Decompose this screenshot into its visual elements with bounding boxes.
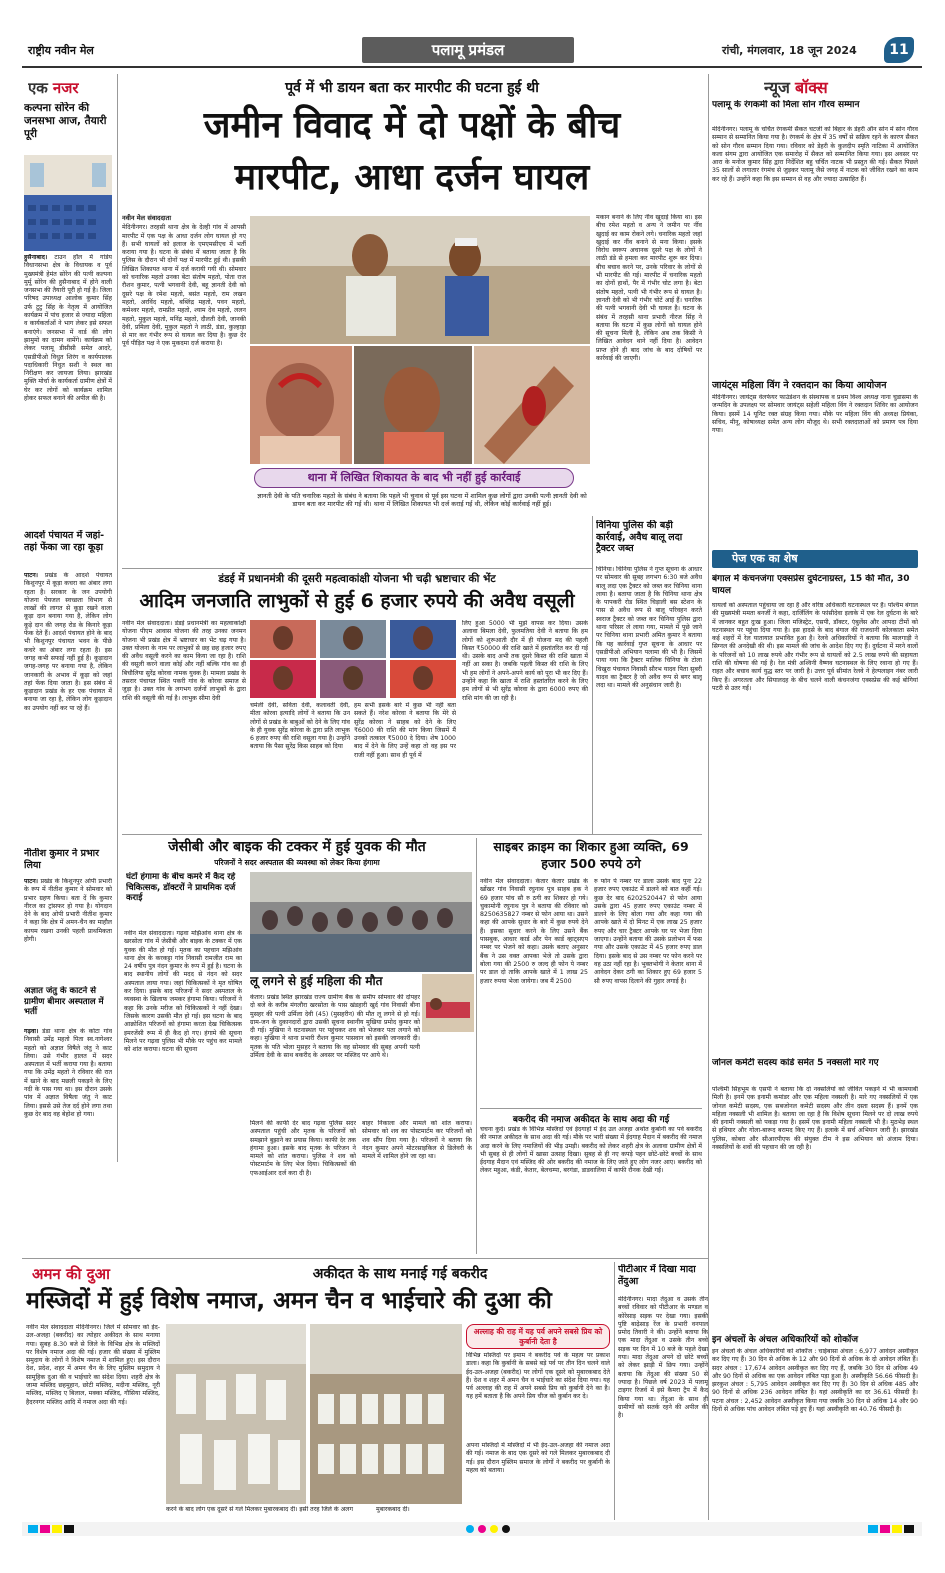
injured-boy-photo <box>354 346 472 464</box>
news-box-s1-title: पलामू के रंगकर्मी को मिला सोन गौरव सम्मान <box>712 100 860 110</box>
news-box-s2-body: मेदिनीनगर। जायंट्स वेलफेयर फाउंडेशन के संस्थापक व प्रथम विश्व अध्यक्ष नाना चुडासमा के जन्मदिन के उपलक्ष्य पर सोमवार जायंट्स सहेली महिला विंग ने रक्तदान शिविर का आयोजन किया। इसमें 14 यूनिट रक्त संग्रह किया गया। मौके पर महिला विंग की अध्यक्ष प्रियंका, सचिव, मीनू, कोषाध्यक्ष समेत अन्य लोग मौजूद थे। सभी रक्तदाताओं को प्रमाण पत्र दिया गया। <box>712 394 918 435</box>
left-s2-body <box>24 572 112 844</box>
left-s3-dateline: पाटन। <box>24 878 39 885</box>
right-s2-title: जोनल कमेटी सदस्य कांडे समेत 5 नक्सली मारे गए <box>712 1058 879 1068</box>
aman-headline: मस्जिदों में हुई विशेष नमाज, अमन चैन व भाईचारे की दुआ की <box>26 1288 552 1314</box>
main-headline-1 <box>122 100 702 212</box>
ek-nazar-word2: नजर <box>52 79 79 97</box>
right-s1-body: घायलों को अस्पताल पहुंचाया जा रहा है और वरिष्ठ अधिकारी घटनास्थल पर हैं। पश्चिम बंगाल की मुख्यमंत्री ममता बनर्जी ने कहा, दार्जिलिंग के फांसीदेवा इलाके में एक रेल दुर्घटना के बारे में जानकर बहुत दुःख हुआ। जिला मजिस्ट्रेट, एसपी, डॉक्टर, एंबुलेंस और आपदा टीमों को घटनास्थल पर पहुंचा दिया गया है। इस हादसे के बाद बंगाल की राजधानी कोलकाता समेत कई शहरों में रेल यातायात प्रभावित हुआ है। रेलवे अधिकारियों ने बताया कि मालगाड़ी ने सिग्नल की अनदेखी की थी। इस मामले की जांच के आदेश दिए गए हैं। दुर्घटना में मरने वालों के परिजनों को 10 लाख रुपये और गंभीर रूप से घायलों को 2.5 लाख रुपये की सहायता राशि की घोषणा की गई है। रेल मंत्री अश्विनी वैष्णव घटनास्थल के लिए रवाना हो गए हैं। राहत और बचाव कार्य युद्ध स्तर पर जारी है। उत्तर पूर्व सीमांत रेलवे ने हेल्पलाइन नंबर जारी किए हैं। अगरतला और सियालदह के बीच चलने वाली कंचनजंगा एक्सप्रेस की कई बोगियां पटरी से उतर गईं। <box>712 602 918 692</box>
story3-col2: मिलने की काफी देर बाद गढ़वा पुलिस सदर अस्पताल पहुंची और मृतक के परिजनों को समझाने बुझाने का प्रयास किया। काफी देर तक हंगामा हुआ। इसके बाद मृतक के परिजन ने मामले को शांत कराया। पुलिस ने शव को पोस्टमार्टम के लिए भेज दिया। चिकित्सकों की एफआईआर दर्ज करा दी है। <box>250 1120 356 1177</box>
story2-divider <box>122 834 702 835</box>
story3-subhead: परिजनों ने सदर अस्पताल की व्यवस्था को लेकर किया हंगामा <box>214 858 380 867</box>
story2-col2 <box>250 702 350 830</box>
section-banner <box>362 37 574 63</box>
lu-body: केतार। प्रखंड स्थित झारखंड राज्य ग्रामीण बैंक के समीप सोमवार की दोपहर दो बजे के करीब मंगलौरा खरसोता के पास खंडहारी खुर्द गांव निवासी बीना मुसहर की पत्नी उर्मिला देवी (45) (मुसहरीन) की मौत लू लगने से हो गई। ग्राम-जन के दुकानदारों द्वारा उसकी सूचना स्थानीय मुखिया प्रमोद कुमार को दी गई। मुखिया ने घटनास्थल पर पहुंचकर शव को भेजकर पता लगाने को कहा। मुखिया ने थाना प्रभारी रौशन कुमार पासवान को इसकी जानकारी दी। मृतक के पति भोला मुसहर ने बताया कि वह सोमवार की सुबह अपनी पत्नी उर्मिला देवी के साथ बकरीद के अवसर पर मस्जिद पर आये थे। <box>250 994 420 1060</box>
left-s2-dateline: पाटन। <box>24 572 39 579</box>
hospital-crowd-photo <box>250 872 472 972</box>
namaz-photo-2 <box>310 1324 462 1504</box>
story2-col2-text: चमेली देवी, सविता देवी, कलावती देवी, मीता कोरवा इत्यादि लोगों ने बताया कि उन लोगों से प्रखंड के बाबुओं को देने के लिए गांव के ही युवक सुरेंद्र कोरवा के द्वारा प्रति लाभुक 6 हजार रुपए की राशि वसूला गया है। उन्होंने बताया कि पैसा सुरेंद्र किस साहब को दिया <box>250 702 350 751</box>
aman-quote-box <box>466 1324 610 1512</box>
story3-divider <box>22 1258 708 1259</box>
injured-woman-photo <box>250 346 352 464</box>
aman-caption-1: करने के बाद लोग एक दूसरे से गले मिलकर मुबारकबाद दी। इसी तरह जिले के अलग <box>166 1506 353 1513</box>
left-s4-text: डंडा थाना क्षेत्र के कोटा गांव निवासी उमेंद्र महतो पिता स्व.नागेश्वर महतो को अज्ञात विषैले जंतु ने काट लिया। उसे गंभीर हालत में सदर अस्पताल में भर्ती कराया गया है। बताया गया कि उमेंद्र महतो ने रविवार की रात में खाने के बाद मछली पकड़ने के लिए नदी के पास गया था। इस दौरान उसके पांव में अज्ञात विषैला जंतु ने काट लिया। इससे उसे तेज दर्द होने लगा तथा कुछ देर बाद वह बेहोश हो गया। <box>24 1028 112 1118</box>
bakrid-small-headline: बकरीद की नमाज अकीदत के साथ अदा की गई <box>512 1115 670 1125</box>
left-s1-body <box>24 254 112 524</box>
story1-left-col <box>122 214 246 570</box>
left-s4-dateline: गढ़वा। <box>24 1028 39 1035</box>
pti-rule <box>614 1262 615 1520</box>
section-title: पलामू प्रमंडल <box>431 41 505 59</box>
masthead-rule <box>22 66 922 68</box>
left-s2-text: प्रखंड के आदर्श पंचायत किशुनपुर में कूड़ा कचरा का अंबार लगा रहता है। सरकार के जन उपयोगी योजना पेयजल स्वच्छता विभाग से लाखों की लागत से कूड़ा रखने वाला कूड़ा दान बनाया गया है, लेकिन लोग कूड़े दान की जगह रोड के किनारे कूड़ा फेंक देते हैं। आदर्श पंचायत होने के बाद भी किशुनपुर पंचायत भवन के पीछे कचरे का अंबार लगा रहता है। इस जगह कभी सफाई नहीं हुई है। कूड़ादान जगह-जगह पर बनाया गया है, लेकिन जानकारी के अभाव में कूड़ा को जहां तहां फेंक दिया जाता है। इस संबंध में कूड़ादान प्रखंड के हर एक पंचायत में बनाया जा रहा है, लेकिन लोग कूड़ादान का उपयोग नहीं कर पा रहे हैं। <box>24 572 112 712</box>
page-number-badge <box>884 37 914 63</box>
main-headline-1-line2: मारपीट, आधा दर्जन घायल <box>234 157 590 198</box>
vinia-body: चिनिया। चिनिया पुलिस ने गुप्त सूचना के आधार पर सोमवार की सुबह लगभग 6:30 बजे अवैध बालू लदा एक ट्रैक्टर को जब्त कर चिनिया थाना लाया है। बताया जाता है कि चिनिया थाना क्षेत्र के पापकरी रोड स्थित चिड़ाली बस स्टेशन के पास से अवैध रूप से बालू परिवहन करते स्वराज ट्रैक्टर को जब्त कर चिनिया पुलिस द्वारा थाना परिसर ले लाया गया, मामले में पूछे जाने पर चिनिया थाना प्रभारी अमित कुमार ने बताया कि यह कार्रवाई गुप्त सूचना के आधार पर एसडीपीओ अभियान पलामा की भी है। जिसमें पाया गया कि ट्रैक्टर मालिक चिनिया के टोला चिखुरा पंचायत निवासी सौरभ यादव पिता सुबरी यादव का ट्रैक्टर है जो अवैध रूप से बगर बालू लदा था। मामले की अनुसंधान जारी है। <box>596 566 702 690</box>
right-col-rule <box>708 74 709 1520</box>
right-s3-body: इन अंचलों के अंचल अधिकारियों को शोकॉज : चाईबासा अंचल : 6,977 आवेदन अस्वीकृत कर दिए गए हैं। 30 दिन से अधिक के 12 और 90 दिनों से अधिक के दो आवेदन लंबित हैं। सदर अंचल : 17,674 आवेदन अस्वीकृत कर दिए गए हैं, जबकि 30 दिन से अधिक 49 और 90 दिनों से अधिक का एक आवेदन लंबित पड़ा हुआ है। अस्वीकृति 56.66 फीसदी है। झरकुश अंचल : 5,795 आवेदन अस्वीकृत कर दिए गए हैं। 30 दिन से अधिक 485 और 90 दिनों से अधिक 236 आवेदन लंबित है। यहां अस्वीकृति का दर 36.61 फीसदी है। पटना अंचल : 2,452 आवेदन अस्वीकृत किया गया जबकि 30 दिन से अधिक 14 और 90 दिनों से अधिक पांच आवेदन लंबित पड़े हुए हैं। यहां अस्वीकृति का 40.76 फीसदी है। <box>712 1348 918 1414</box>
aman-quote-head: अल्लाह की राह में यह पर्व अपने सबसे प्रिय को कुर्बानी देता है <box>466 1324 610 1349</box>
aman-quote-body: विभिन्न मस्जिदों पर इमाम ने बकरीद पर्व के महत्व पर प्रकाश डाला। कहा कि कुर्बानी के सबसे बड़े पर्व पर तीन दिन चलने वाले ईद-उल-अजहा (बकरीद) पर लोगों एक दूसरे को मुबारकबाद देते हैं। देश व शहर में अमन चैन व भाईचारे का संदेश दिया गया। यह पर्व अल्लाह की राह में अपने सबसे प्रिय को कुर्बानी देने का है। यह हमें बताता है कि अपने प्रिय चीज को कुर्बान कर दे। <box>466 1352 610 1401</box>
vinia-rule <box>592 516 593 834</box>
brand-name: राष्ट्रीय नवीन मेल <box>28 44 94 57</box>
news-box-s2-title: जायंट्स महिला विंग ने रक्तदान का किया आयोजन <box>712 380 887 391</box>
story2-col3 <box>354 702 456 830</box>
story1-banner-body: ज्ञानती देवी के पति चनारिक महतो के संबंध ने बताया कि पहले भी चुनाव से पूर्व इस घटना में शामिल कुछ लोगों द्वारा उनकी पत्नी ज्ञानती देवी को डायन बता कर मारपीट की गई थी। थाना में लिखित शिकायत भी दर्ज कराई गई थी, लेकिन कोई कार्रवाई नहीं हुई। <box>257 492 587 509</box>
story3-col3: बाहर निकाला और मामले को शांत कराया। सोमवार को शव का पोस्टमार्टम कर परिजनों को शव सौंप दिया गया है। परिजनों ने बताया कि नंदन कुमार अपने मोटरसाइकिल से डिलेवरी के मामले में शामिल होने जा रहा था। <box>362 1120 472 1161</box>
aman-caption-2: मुबारकबाद दी। <box>376 1506 410 1513</box>
bakrid-small-body: चचना कुर्द। प्रखंड के विभिन्न मस्जिदों एवं ईदगाहों में ईद उल अजहा अर्थात कुर्बानी का पर्व बकरीद की नमाज अकीदत के साथ अदा की गई। मौके पर भारी संख्या में ईदगाह मैदान में बकरीद की नमाज अदा करने के लिए नमाजियों की भीड़ उमड़ी। बकरीद को लेकर शहरी क्षेत्र के अलावा ग्रामीण क्षेत्रों में भी सुबह से ही लोगों में खासा उत्साह दिखा। सुबह से ही नए कपड़े पहन छोटे-छोटे बच्चों के साथ ईदगाह मैदान एवं मस्जिद की ओर बकरीद की नमाज के लिए जाते हुए लोग नजर आए। बकरीद को लेकर महुआ, कंडी, केतार, बेलचम्पा, बरगंडा, डाडवालिया में काफी रौनक देखी गई। <box>480 1126 702 1175</box>
left-s4-body <box>24 1028 112 1158</box>
story1-right-text: मकान बनाने के लिए नींव खुदाई किया था। इस बीच रमेश महतो व अन्य ने जमीन पर नींव खुदाई का काम रोकने लगे। चनारिक महतो जहां खुदाई कर नींव बनाने से मना किया। इसके विरोध स्वरूप अचानक दूसरे पक्ष के लोगों ने लाठी डंडे से हमला कर मारपीट शुरू कर दिया। बीच बचाव करने पर, उनके परिवार के लोगों से भी मारपीट की गई। मारपीट में चनारिक महतो का दोनों हाथों, पैर में गंभीर चोट लगा है। बेटा संतोष महतो, पत्नी भी गंभीर रूप से घायल है। ज्ञानती देवी को भी गंभीर चोटें आई हैं। चनारिक की पत्नी भगवानी देवी भी घायल है। घटना के संबंध में तरहसी थाना प्रभारी नीरज सिंह ने बताया कि घटना में कुछ लोगों को घायल होने की सूचना मिली है, लेकिन अब तक किसी ने लिखित आवेदन थाने नहीं दिया है। आवेदन प्राप्त होने ही बाद जांच के बाद दोषियों पर कार्रवाई की जाएगी। <box>596 214 702 363</box>
page-one-remainder-label: पेज एक का शेष <box>732 552 798 565</box>
story2-col4 <box>462 620 588 830</box>
right-s1-title: बंगाल में कंचनजंगा एक्सप्रेस दुर्घटनाग्रस्त, 15 की मौत, 30 घायल <box>712 574 910 596</box>
news-box-label <box>764 76 894 98</box>
aman-kicker: अकीदत के साथ मनाई गई बकरीद <box>312 1266 488 1282</box>
page-one-remainder-bar <box>712 550 918 568</box>
story3-col1: नवीन मेल संवाददाता। गढ़वा मझिआंव थाना क्षेत्र के खरसोता गांव में जेसीबी और बाइक के टक्कर में एक युवक की मौत हो गई। मृतक का पहचान मझिआंव थाना क्षेत्र के करकट्टा गांव निवासी रामजीत राम का 24 वर्षीय पुत्र नंदन कुमार के रूप में हुई है। घटना के बाद स्थानीय लोगों की मदद से नंदन को सदर अस्पताल लाया गया। जहां चिकित्सकों ने मृत घोषित कर दिया। इसके बाद परिजनों ने सदर अस्पताल के व्यवस्था के खिलाफ जमकर हंगामा किया। परिजनों ने कहा कि उनके मरीज को चिकित्सकों ने नहीं देखा। जिसके कारण उसकी मौत हो गई। इस घटना के बाद आक्रोशित परिजनों को हंगामा करता देख चिकित्सक इमरजेंसी रूम में ही कैद हो गए। हंगामे की सूचना मिलने पर गढ़वा पुलिस भी मौके पर पहुंच कर मामले को शांत कराया। घटना की सूचना <box>124 930 242 1054</box>
story2-kicker: डंडई में प्रधानमंत्री की दूसरी महत्वाकांक्षी योजना भी चढ़ी भ्रष्टाचार की भेंट <box>218 573 496 585</box>
injured-arm-photo <box>474 346 590 464</box>
namaz-photo-1 <box>166 1324 306 1504</box>
right-s2-body: पश्चिमी सिंहभूम के एसपी ने बताया कि दो नक्सलियों को जीवित पकड़ने में भी कामयाबी मिली है। इनमें एक इनामी कमांडर और एक महिला नक्सली है। मारे गए नक्सलियों में एक जोनल कमेटी सदस्य, एक सबजोनल कमेटी सदस्य और तीन दस्ता सदस्य हैं। इनमें एक महिला नक्सली भी शामिल है। बताया जा रहा है कि विशेष सूचना मिलने पर दो लाख रुपये की इनामी नक्सली को पकड़ा गया है। इसमें एक इनामी महिला नक्सली भी है। मुठभेड़ स्थल से हथियार और गोला-बारूद बरामद किए गए हैं। इलाके में सर्च अभियान जारी है। झारखंड पुलिस, कोबरा और सीआरपीएफ की संयुक्त टीम ने इस अभियान को अंजाम दिया। नक्सलियों के शवों की पहचान की जा रही है। <box>712 1086 918 1152</box>
lu-headline: लू लगने से हुई महिला की मौत <box>250 974 383 988</box>
dateline: रांची, मंगलवार, 18 जून 2024 <box>722 44 857 57</box>
right-s3-title: इन अंचलों के अंचल अधिकारियों को शोकॉज <box>712 1335 859 1345</box>
left-s1-text: टाउन हॉल में गांडेय विधानसभा क्षेत्र के विधायक व पूर्व मुख्यमंत्री हेमंत सोरेन की पत्नी कल्पना मुर्मू सोरेन की हुसैनाबाद में होने वाली जनसभा की तैयारी पूरी हो गई है। जिला परिषद उपाध्यक्ष आलोक कुमार सिंह उर्फ टुटु सिंह के नेतृत्व में आयोजित कार्यक्रम में पांच हजार से ज्यादा महिला व कार्यकर्ताओं ने भाग लेकर इसे सफल बनाएंगे। जनसभा में वार्ड की लोग झामुमो का दामन थामेंगे। कार्यक्रम को लेकर पलामू डीसीसी समेत आदरे, एसडीपीओ विधुत शिरंग व कार्यपालक पदाधिकारी निधुत सशी ने स्थल का निरीक्षण कर जायजा लिया। झारखंड मुक्ति मोर्चा के कार्यकर्ता ग्रामीण क्षेत्रों में घेर कर लोगों को कार्यक्रम शामिल होकर सफल बनाने की अपील की है। <box>24 254 112 403</box>
left-s1-dateline: हुसैनाबाद। <box>24 254 48 261</box>
story2-col4-text: लिए हुआ 5000 भी मुझे वापस कर दिया। उसके अलावा बिमला देवी, फुलमतिया देवी ने बताया कि हम लोगों को शुरूआती दौर में ही योजना मद की पहली किस्त ₹50000 की राशि खाते में हस्तांतरित कर दी गई थी। उसके बाद अभी तक दूसरे किस्त की राशि खाता में नहीं आ सका है। जबकि पहली किस्त की राशि के लिए भी हम लोगों ने अपने-अपने कार्य को पूरा भी कर दिए हैं। उन्होंने कहा कि खाता में राशि हस्तांतरित करने के लिए हम लोगों से भी सुरेंद्र कोरवा के द्वारा 6000 रुपए की राशि मांग की जा रही है। <box>462 620 588 702</box>
news-box-label-b: बॉक्स <box>794 78 828 97</box>
cyber-col2: रु फोन पे नम्बर पर डाला उसके बाद पुनः 22 हजार रुपए एकाउंट में डालने को बात कहीं गई। कुछ देर बाद 6202520447 से फोन आया उसके द्वारा 45 हजार रुपए एकाउंट नम्बर में डालने के लिए बोला गया और कहा गया की आपके खाते में दो मिनट में एक लाख 25 हजार रुपए और चार ट्रैक्टर आपके घर पर भेजा दिया जाएगा। उन्होंने बताया की उसके प्रलोभन में फस गया और उसके एकाउंट में 45 हजार रुपए डाल दिया। इसके बाद से उस नम्बर पर फोन करने पर वह उठा नहीं रहा है। भुक्तभोगी ने केतार थाना में आवेदन देकर ठगी का शिकार हुए 69 हजार 5 सौ रुपए वापस दिलाने की गुहार लगाई है। <box>594 878 702 985</box>
masthead <box>22 35 922 65</box>
left-s2-title: आदर्श पंचायत में जहां-तहां फेंका जा रहा कूड़ा <box>24 530 105 553</box>
story1-divider <box>122 568 592 569</box>
story2-col1 <box>122 620 246 830</box>
cyber-headline: साइबर क्राइम का शिकार हुआ व्यक्ति, 69 हजार 500 रुपये ठगे <box>493 839 689 871</box>
news-box-label-a: न्यूज <box>764 78 790 97</box>
pti-headline: पीटीआर में दिखा मादा तेंदुआ <box>618 1264 696 1287</box>
pti-body: मेदिनीनगर। मादा तेंदुआ व उसके तीन बच्चों रविवार को पीटीआर के मण्डल व कोरेसाड़ सड़क पर देखा गया। इसकी पुष्टि बाढ़ेसाड़ रेंज के प्रभारी वनपाल प्रमोद तिवारी ने की। उन्होंने बताया कि एक मादा तेंदुआ व उसके तीन बच्चे सड़क पर दिन में 10 बजे के पहले देखा गया। मादा तेंदुआ अपने दो छोटे बच्चों को लेकर झाड़ी में छिप गया। उन्होंने बताया कि तेंदुआ की संख्या 50 से ज्यादा है। पिछले वर्ष 2023 में पलामू टाइगर रिजर्व में इसे कैमरा ट्रैप में कैद किया गया था। तेंदुआ के साथ ही ग्रामीणों को सतर्क रहने की अपील की है। <box>618 1296 708 1420</box>
left-s1-title: कल्पना सोरेन की जनसभा आज, तैयारी पूरी <box>24 102 107 140</box>
aman-label: अमन की दुआ <box>32 1265 110 1283</box>
left-col-rule <box>117 74 118 1162</box>
story3-headline: जेसीबी और बाइक की टक्कर में हुई युवक की मौत <box>168 839 426 855</box>
left-s3-title: नीतीश कुमार ने प्रभार लिया <box>24 848 100 871</box>
town-hall-photo <box>24 155 112 251</box>
lu-victim-photo <box>422 974 474 1032</box>
story3-box-title: घंटों हंगामा के बीच कमरे में कैद रहे चिकित्सक, डॉक्टरों ने प्राथमिक दर्ज कराई <box>126 872 236 903</box>
story2-col3-text: हम सभी इसके बारे में कुछ भी नहीं बता सकते हैं। नरेश कोरवा ने बताया कि मेरे से सुरेंद्र कोरवा ने साहब को देने के लिए ₹6000 की राशि की मांग किया जिसमें मैं उनको तत्काल ₹5000 दे दिया। शेष 1000 बाद में देने के लिए उन्हें कहा तो वह इस पर राजी नहीं हुआ। साथ ही पूर्व में <box>354 702 456 759</box>
ek-nazar-label <box>28 78 108 98</box>
vinia-headline: विनिया पुलिस की बड़ी कार्रवाई, अवैध बालू लदा ट्रैक्टर जब्त <box>596 520 683 554</box>
left-s3-text: प्रखंड के किशुनपुर ओपी प्रभारी के रूप में नीतीश कुमार ने सोमवार को प्रभार ग्रहण किया। बता दें कि कुमार नीरज का ट्रांसफर हो गया है। योगदान देने के बाद ओपी प्रभारी नीतीश कुमार ने कहा कि क्षेत्र में अमन-चैन का माहौल कायम रखना उनकी पहली प्राथमिकता होगी। <box>24 878 112 944</box>
cyber-divider <box>480 1108 702 1109</box>
left-s4-title: अज्ञात जंतु के काटने से ग्रामीण बीमार अस्पताल में भर्ती <box>24 986 104 1017</box>
cyber-col1: नवीन मेल संवाददाता। केतार केतार प्रखंड के खोंखर गांव निवासी रघुनाथ पुत्र साहब हक ने 69 हजार पांच सौ रु ठगी का शिकार हो गये। चुकामोनी रघुनाथ पुत्र ने बताया की रविवार को 8250635827 नम्बर से फोन आया था। उसने कहा की आपके सुधार के बारे में कुछ रुपये देने हैं। इसका सुधार करने के लिए उसने बैंक पासबुक, आधार कार्ड और पेन कार्ड व्हाट्सएप नम्बर पर भेजने को कहा। उसके बताए अनुसार बैंक ने उस वक्त आपका भेजे तो उसके द्वारा बोला गया की 2500 रु जल्द ही फोन पे नम्बर पर डाल दो ताकि आपके खाते में 1 लाख 25 हजार रुपया भेजा जायेगा। जब मैं 2500 <box>480 878 588 985</box>
cyber-rule <box>476 838 477 1254</box>
aman-body: नवीन मेल संवाददाता मेदिनीनगर। जिले में सोमवार को ईद-उल-अजहा (बकरीद) का त्योहार अकीदत के साथ मनाया गया। सुबह 8.30 बजे से जिले के विभिन्न क्षेत्र के मस्जिदों पर विशेष नमाज अदा की गई। हजार की संख्या में मुस्लिम समुदाय के लोगों ने विशेष नमाज में शामिल हुए। इस दौरान देश, प्रदेश, शहर में अमन चैन के लिए मुस्लिम समुदाय ने सामूहिक दुआ की व भाईचारे का संदेश दिया। शहरी क्षेत्र के जामा मस्जिद छहमुहान, छोटी मस्जिद, मदीना मस्जिद, नूरी मस्जिद, मस्जिद ए बिलाल, मक्का मस्जिद, गौसिया मस्जिद, हैदरनगर मस्जिद आदि में नमाज अदा की गई। <box>26 1324 160 1406</box>
beneficiaries-photo-grid <box>250 620 456 698</box>
story1-right-col <box>596 214 702 514</box>
story1-left-text: मेदिनीनगर। तरहसी थाना क्षेत्र के देल्ही गांव में आपसी मारपीट में एक पक्ष के आधा दर्जन लोग घायल हो गए हैं। सभी घायलों को इलाज के एमएमसीएच में भर्ती कराया गया है। घटना के संबंध में बताया जाता है कि पुलिस के दौरान भी दोनों पक्ष में मारपीट हुई थी। इसकी लिखित शिकायत थाना में दर्ज करायी गयी थी। सोमवार को चनारिक महतो उनका बेटा संतोष महतो, पोता राज रौशन कुमार, पत्नी भगवानी देवी, बहू ज्ञानती देवी को दूसरे पक्ष के रमेश महतो, बसंत महतो, राम लखन महतो, अरविंद महतो, बब्लिंद्र महतो, पवन महतो, कमेश्वर महतो, रामप्रीत महतो, श्याम देव महतो, ललन महतो, मुकुल महतो, मनिंद्र महतो, दौलती देवी, जानकी देवी, प्रमिला देवी, मुकुल महतो ने लाठी, डंडा, कुल्हाड़ा से मार कर गंभीर रूप से घायल कर दिया है। कुछ देर पूर्व पीड़ित पक्ष ने एक मुकदमा दर्ज कराया है। <box>122 224 246 348</box>
story1-byline: नवीन मेल संवाददाता <box>122 214 171 222</box>
color-registration-strip <box>22 1522 922 1536</box>
story2-col1-text: नवीन मेल संवाददाता। डंडई प्रधानमंत्री का महत्वाकांक्षी योजना पीएम आवास योजना की तरह उनका जनमन योजना भी प्रखंड क्षेत्र में भ्रष्टाचार का भेंट चढ़ गया है। उक्त योजना के नाम पर लाभुकों से छह छह हजार रुपए की अवैध वसूली करने का काम किया जा रहा है। राशि की वसूली करने वाला कोई और नहीं बल्कि गांव का ही बिचौलिया सुरेंद्र कोरवा नामक युवक है। मामला प्रखंड के तसरार पंचायत स्थित पकरी गांव के कोरवा समाज से जुड़ा है। उक्त गांव के लगभग दर्जनों लाभुकों के द्वारा राशि की वसूली की गई है। लाभुक सीमा देवी <box>122 620 246 702</box>
story1-banner-text: थाना में लिखित शिकायत के बाद भी नहीं हुई कार्रवाई <box>307 471 521 484</box>
main-headline-1-line1: जमीन विवाद में दो पक्षों के बीच <box>203 105 621 146</box>
story2-headline: आदिम जनजाति लाभुकों से हुई 6 हजार रुपये की अवैध वसूली <box>139 590 575 612</box>
left-s3-body <box>24 878 112 982</box>
page-number: 11 <box>889 42 909 58</box>
ek-nazar-word1: एक <box>28 79 48 97</box>
injured-elder-photo <box>250 216 590 344</box>
main-kicker-1: पूर्व में भी डायन बता कर मारपीट की घटना हुई थी <box>285 80 539 96</box>
aman-quote-tail: अपना मस्जिदों में मस्जिदों में भी ईद-उल-अजहा की नमाज अदा की गई। नमाज के बाद एक दूसरे को गले मिलकर मुबारकबाद दी गई। इस दौरान मुस्लिम समाज के लोगों ने बकरीद पर कुर्बानी के महत्व को बताया। <box>466 1442 610 1474</box>
news-box-s1-body: मेदिनीनगर। पलामू के चर्चित रंगकर्मी सैकत चटर्जी को बिहार के डेहरी ऑन सोन में सोन गौरव सम्मान से सम्मानित किया गया है। रंगकर्म के क्षेत्र में 35 वर्षों से सक्रिय रहने के कारण सैकत को सोन गौरव सम्मान दिया गया। रविवार को डेहरी के कुलदीप स्मृति नाटिका में आयोजित कला संगम द्वारा आयोजित एक समारोह में सैकत को सम्मानित किया गया। इस अवसर पर आरा के मनोज कुमार सिंह द्वारा निर्देशित बहु चर्चित नाटक भी प्रस्तुत की गई। सैकत पिछले 35 सालों से लगातार रंगमंच से जुड़कर पलामू जैसे जगह में नाटक को जीवित रखने का काम कर रहे हैं। उन्होंने कहा कि इस सम्मान से वह और ज्यादा उत्साहित हैं। <box>712 126 918 183</box>
story1-banner <box>254 468 574 488</box>
